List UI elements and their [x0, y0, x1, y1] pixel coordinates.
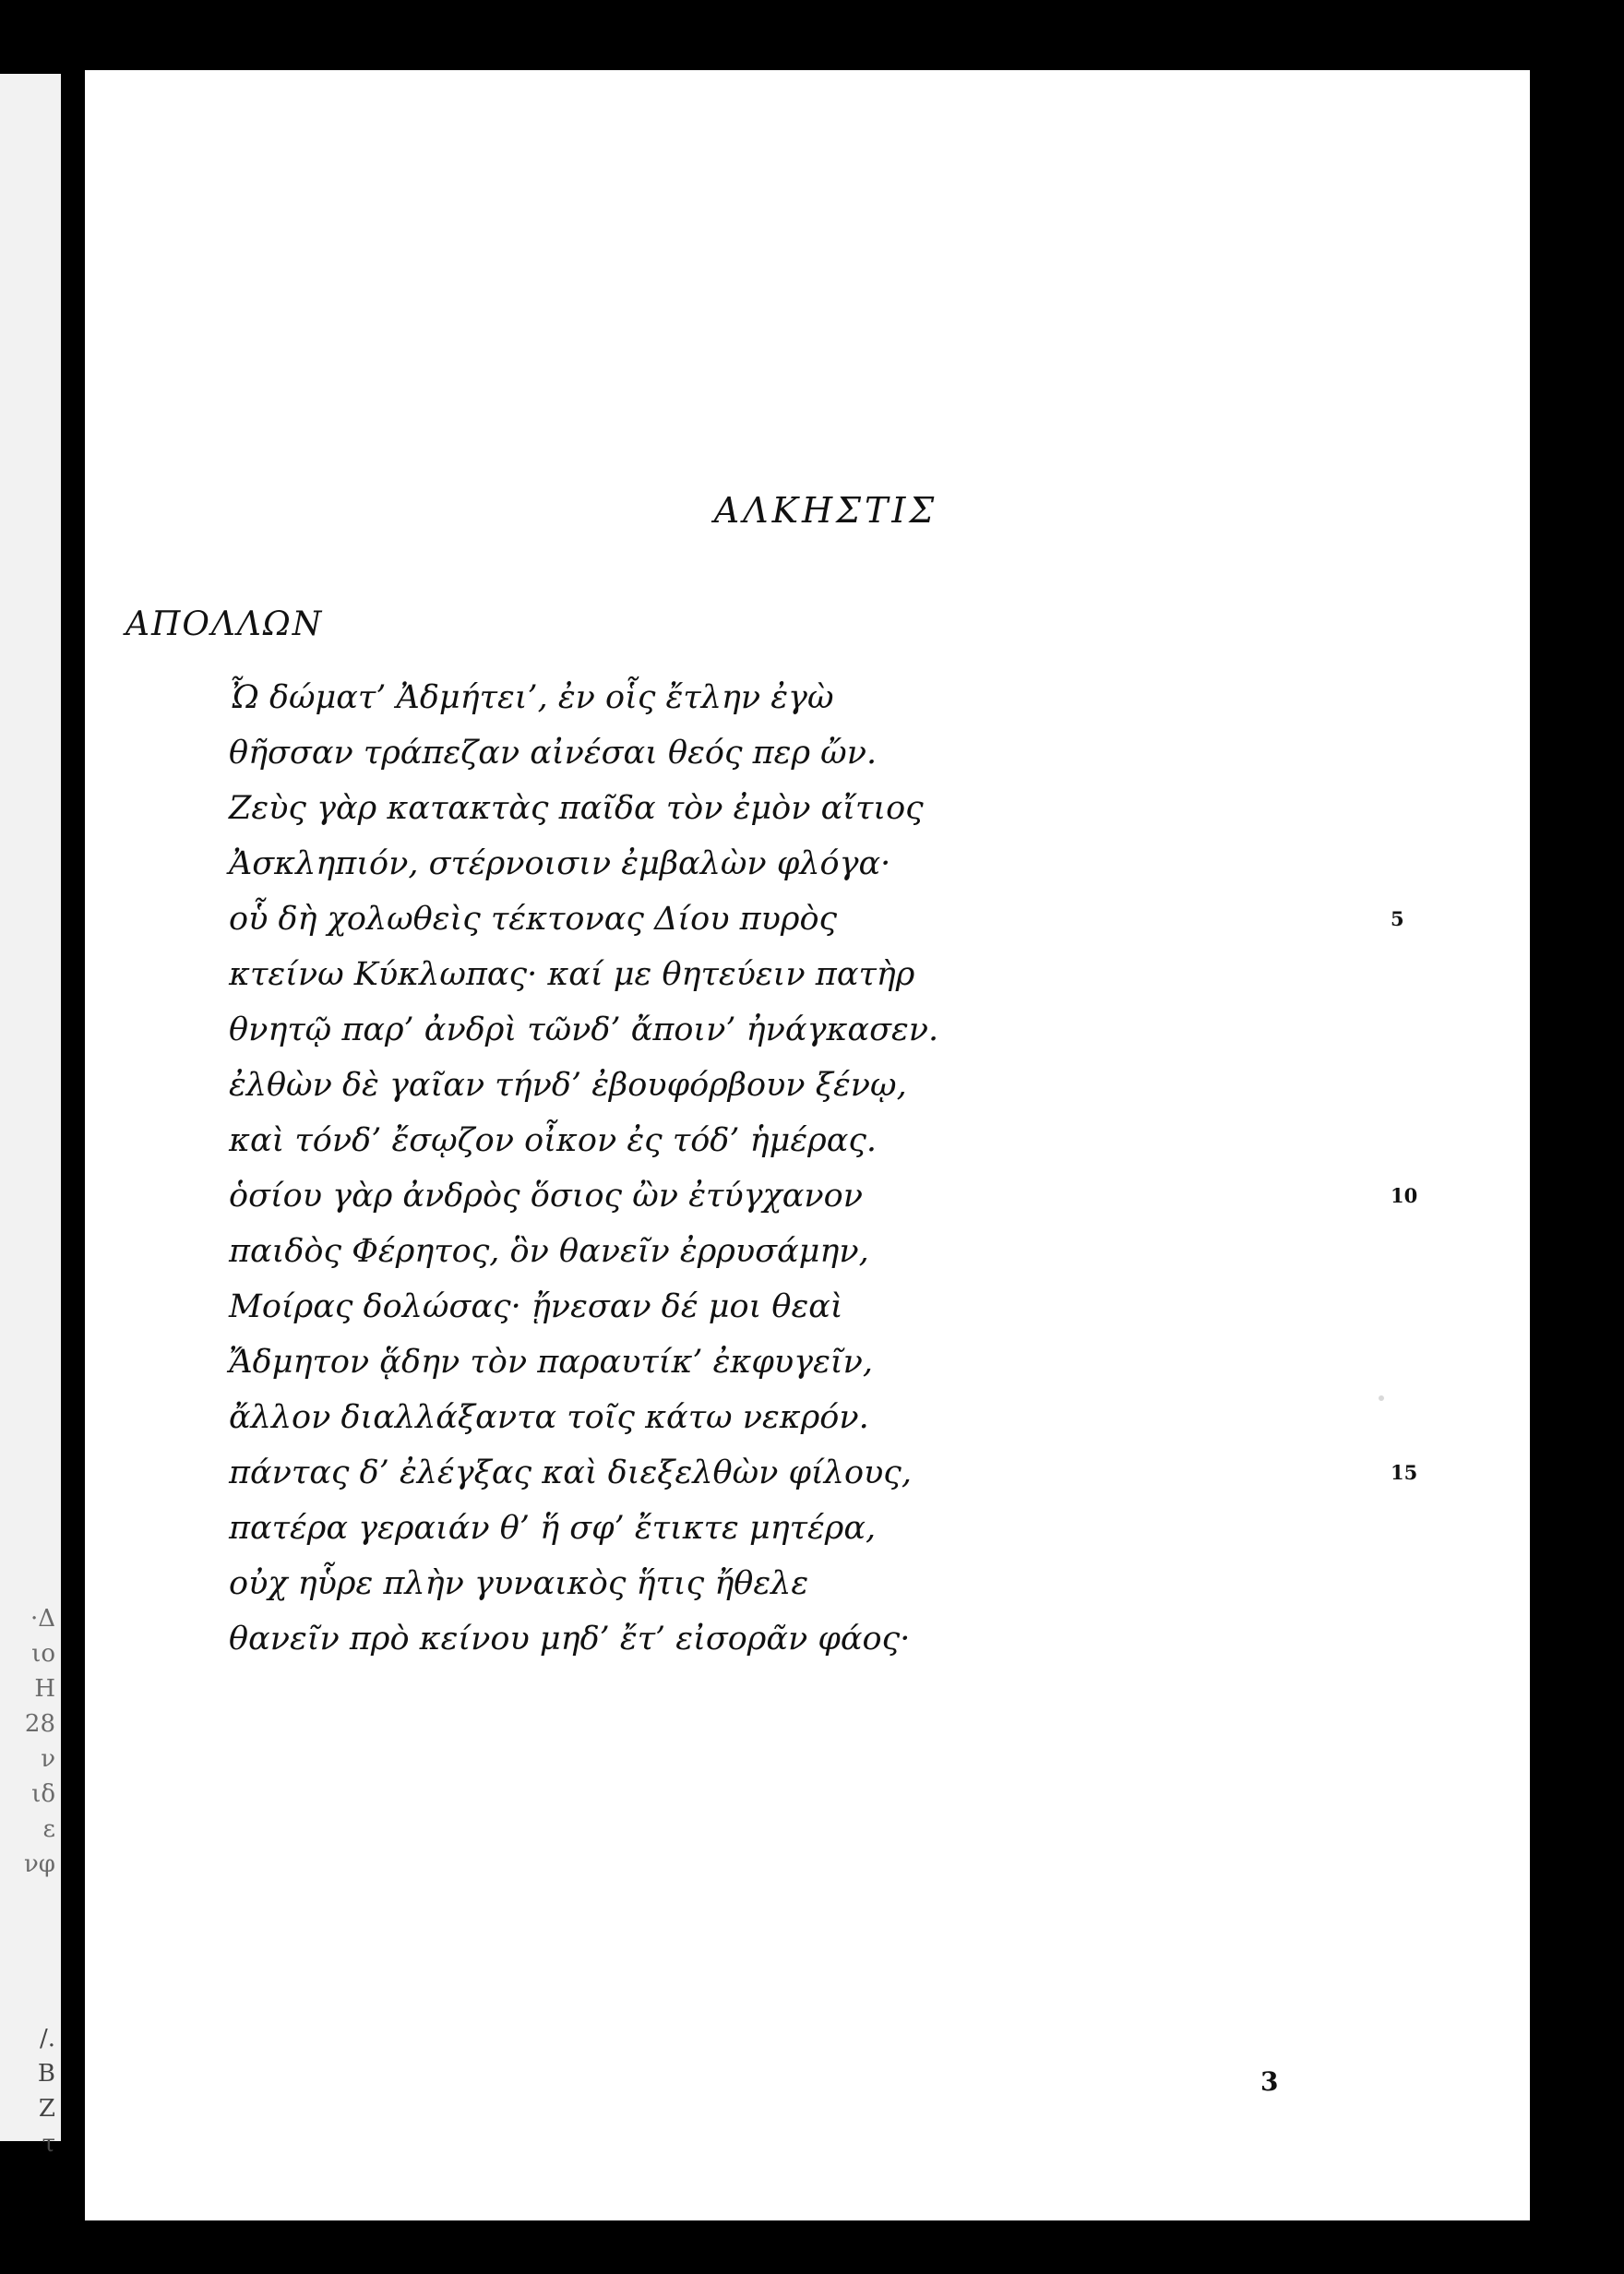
page-title: ΑΛΚΗΣΤΙΣ: [713, 490, 938, 531]
verse-line: [229, 836, 1428, 892]
verse-text: οὗ δὴ χολωθεὶς τέκτονας Δίου πυρὸς: [229, 901, 838, 938]
verse-text: πάντας δ’ ἐλέγξας καὶ διεξελθὼν φίλους,: [229, 1454, 913, 1491]
line-number: 5: [1391, 907, 1404, 930]
verse-line: [229, 1501, 1428, 1556]
verse-text: ἄλλον διαλλάξαντα τοῖς κάτω νεκρόν.: [229, 1399, 869, 1436]
verse-line: [229, 1279, 1428, 1334]
verse-line: [229, 1334, 1428, 1390]
verse-text: καὶ τόνδ’ ἔσῳζον οἶκον ἐς τόδ’ ἡμέρας.: [229, 1122, 878, 1159]
verse-line: [229, 947, 1428, 1002]
verse-line: [229, 1168, 1428, 1224]
verse-text: ἐλθὼν δὲ γαῖαν τήνδ’ ἐβουφόρβουν ξένῳ,: [229, 1067, 907, 1104]
line-number: 15: [1391, 1461, 1418, 1484]
verse-line: [229, 1058, 1428, 1113]
verse-text: παιδὸς Φέρητος, ὃν θανεῖν ἐρρυσάμην,: [229, 1233, 869, 1270]
verse-line: [229, 1556, 1428, 1611]
neighbor-page-bleed-text: /. Β Ζ τ: [37, 2025, 55, 2158]
book-gutter: [61, 74, 85, 2224]
verse-text: οὐχ ηὗρε πλὴν γυναικὸς ἥτις ἤθελε: [229, 1565, 809, 1602]
verse-line: [229, 781, 1428, 836]
verse-block: [229, 670, 1428, 1667]
verse-text: πατέρα γεραιάν θ’ ἥ σφ’ ἔτικτε μητέρα,: [229, 1510, 877, 1547]
verse-line: [229, 1445, 1428, 1501]
verse-text: Ἀσκληπιόν, στέρνοισιν ἐμβαλὼν φλόγα·: [229, 845, 891, 882]
verse-text: Ἄδμητον ᾅδην τὸν παραυτίκ’ ἐκφυγεῖν,: [229, 1344, 873, 1381]
neighbor-page-bleed-text: ·Δ ιο Η 28 ν ιδ ε νφ: [23, 1605, 55, 1878]
line-number: 10: [1391, 1184, 1418, 1207]
scan-speck: [1379, 1395, 1384, 1401]
verse-text: Μοίρας δολώσας· ᾔνεσαν δέ μοι θεαὶ: [229, 1288, 843, 1325]
verse-line: [229, 1113, 1428, 1168]
verse-text: θνητῷ παρ’ ἀνδρὶ τῶνδ’ ἄποιν’ ἠνάγκασεν.: [229, 1011, 939, 1048]
verse-line: [229, 725, 1428, 781]
verse-line: [229, 1611, 1428, 1667]
verse-text: κτείνω Κύκλωπας· καί με θητεύειν πατὴρ: [229, 956, 915, 993]
verse-text: Ζεὺς γὰρ κατακτὰς παῖδα τὸν ἐμὸν αἴτιος: [229, 790, 924, 827]
verse-line: [229, 892, 1428, 947]
verse-line: [229, 1224, 1428, 1279]
verse-line: [229, 670, 1428, 725]
verse-line: [229, 1002, 1428, 1058]
verse-text: θανεῖν πρὸ κείνου μηδ’ ἔτ’ εἰσορᾶν φάος·: [229, 1621, 911, 1658]
verse-text: Ὦ δώματ’ Ἀδμήτει’, ἐν οἷς ἔτλην ἐγὼ: [229, 679, 834, 716]
speaker-name: ΑΠΟΛΛΩΝ: [125, 605, 324, 643]
verse-text: ὁσίου γὰρ ἀνδρὸς ὅσιος ὢν ἐτύγχανον: [229, 1178, 864, 1215]
verse-line: [229, 1390, 1428, 1445]
page-number: 3: [1260, 2066, 1279, 2097]
book-page: [85, 70, 1530, 2220]
verse-text: θῆσσαν τράπεζαν αἰνέσαι θεός περ ὤν.: [229, 735, 878, 772]
neighbor-page-edge: [0, 74, 65, 2158]
